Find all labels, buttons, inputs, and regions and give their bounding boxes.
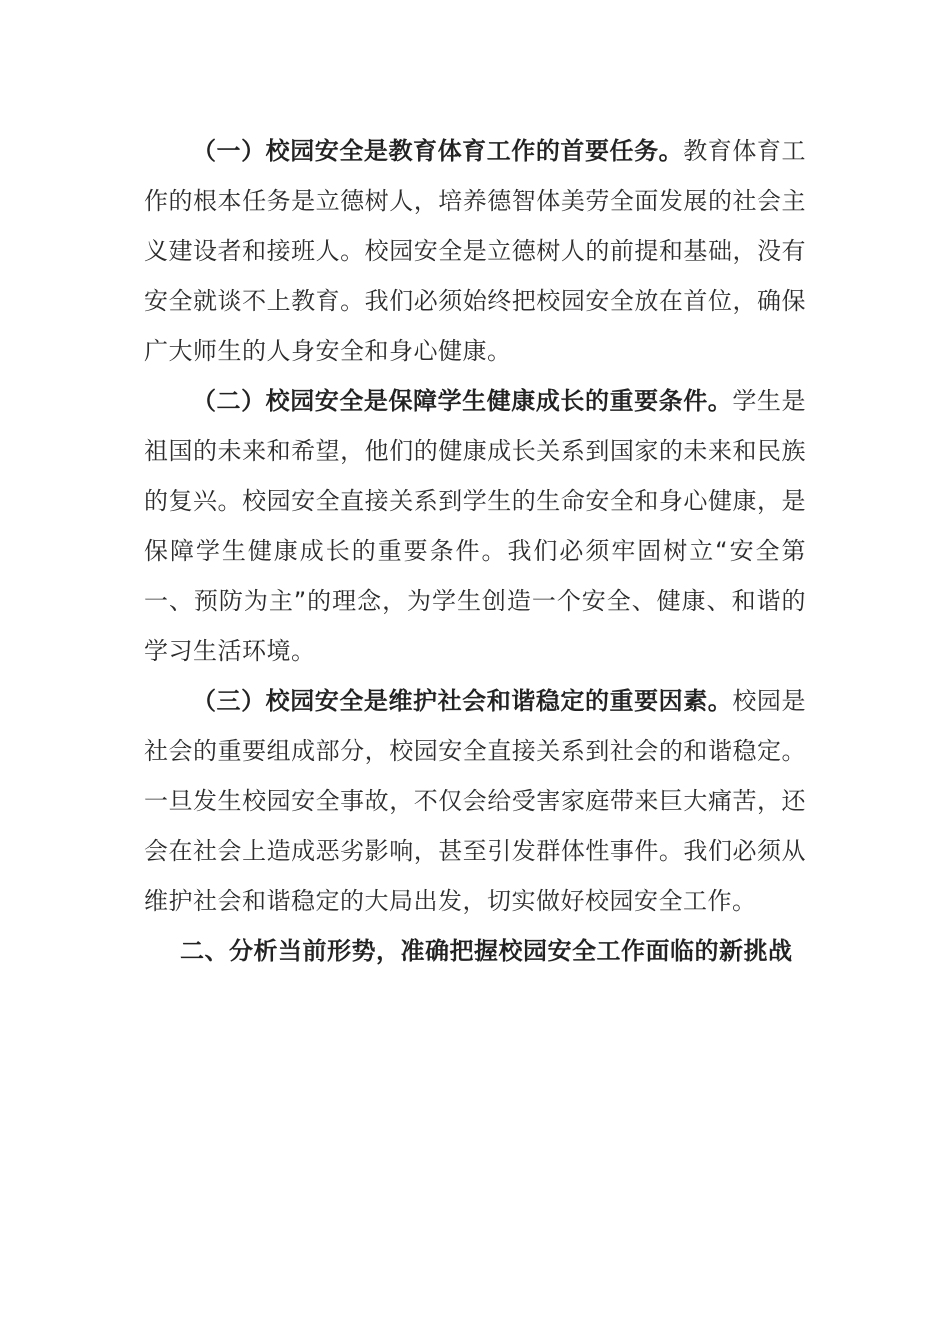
paragraph-3	[144, 676, 806, 926]
paragraph-3-text: 校园是社会的重要组成部分，校园安全直接关系到社会的和谐稳定。一旦发生校园安全事故，不仅会给受害家庭带来巨大痛苦，还会在社会上造成恶劣影响，甚至引发群体性事件。我们必须从维护社会和谐稳定的大局出发，切实做好校园安全工作。	[144, 687, 806, 915]
paragraph-2-lead: （二）校园安全是保障学生健康成长的重要条件。	[192, 387, 733, 415]
paragraph-3-lead: （三）校园安全是维护社会和谐稳定的重要因素。	[192, 687, 733, 715]
document-body	[144, 126, 806, 976]
section-heading: 二、分析当前形势，准确把握校园安全工作面临的新挑战	[180, 937, 793, 965]
paragraph-1-lead: （一）校园安全是教育体育工作的首要任务。	[192, 137, 684, 165]
paragraph-2-text: 学生是祖国的未来和希望，他们的健康成长关系到国家的未来和民族的复兴。校园安全直接关系到学生的生命安全和身心健康，是保障学生健康成长的重要条件。我们必须牢固树立“安全第一、预防为主”的理念，为学生创造一个安全、健康、和谐的学习生活环境。	[144, 387, 806, 665]
paragraph-2	[144, 376, 806, 676]
paragraph-1	[144, 126, 806, 376]
paragraph-1-text: 教育体育工作的根本任务是立德树人，培养德智体美劳全面发展的社会主义建设者和接班人。校园安全是立德树人的前提和基础，没有安全就谈不上教育。我们必须始终把校园安全放在首位，确保广大师生的人身安全和身心健康。	[144, 137, 806, 365]
